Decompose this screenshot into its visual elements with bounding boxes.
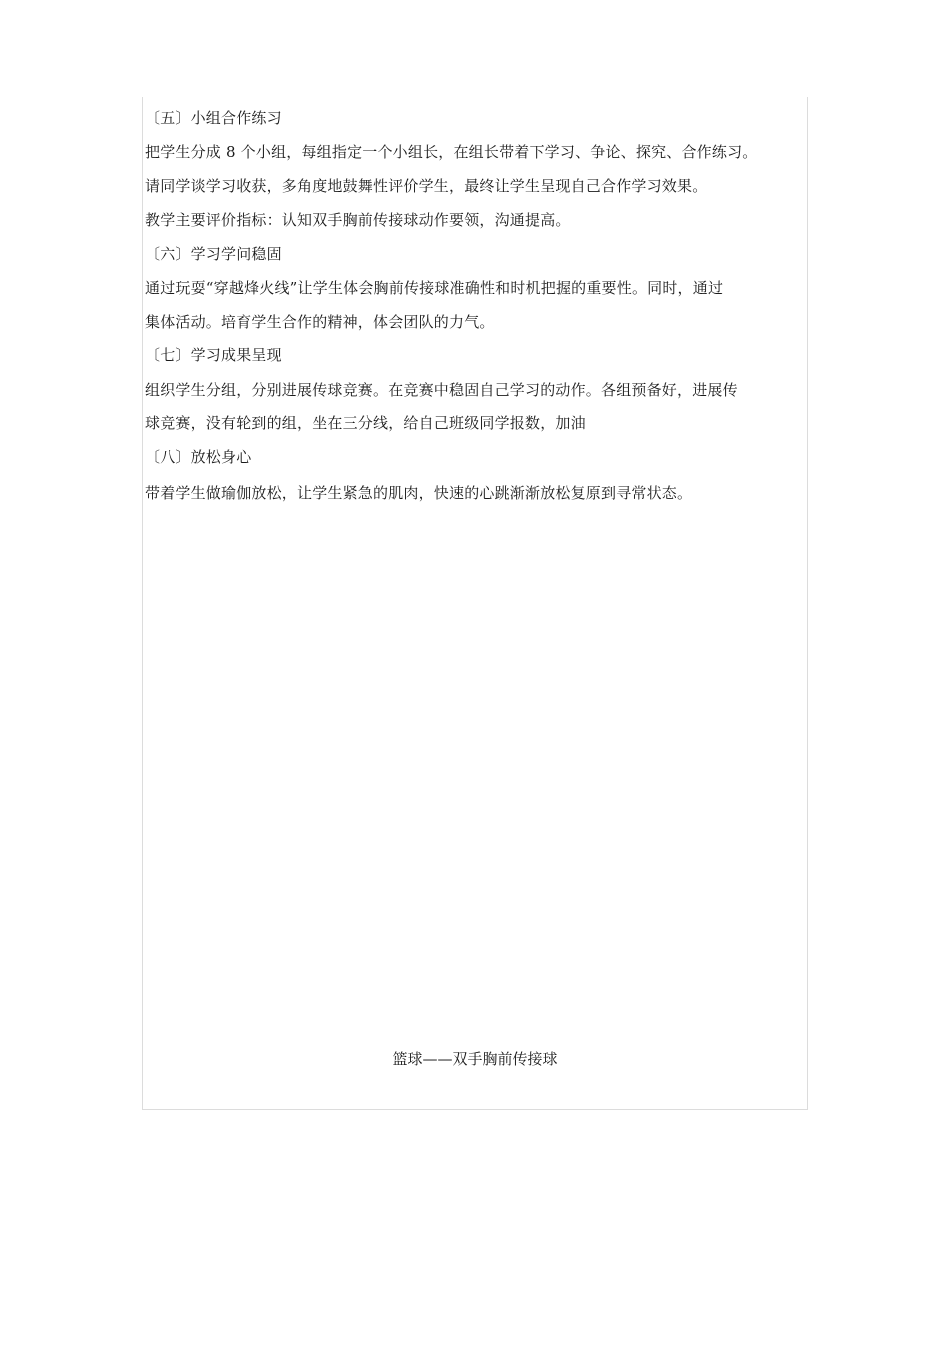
section-8-heading: 〔八〕放松身心 bbox=[145, 448, 252, 466]
section-5-line-2: 请同学谈学习收获，多角度地鼓舞性评价学生，最终让学生呈现自己合作学习效果。 bbox=[145, 177, 708, 195]
footer-title: 篮球——双手胸前传接球 bbox=[392, 1050, 558, 1068]
section-7-heading: 〔七〕学习成果呈现 bbox=[145, 346, 282, 364]
section-6-heading: 〔六〕学习学问稳固 bbox=[145, 245, 282, 263]
section-5-line-3: 教学主要评价指标：认知双手胸前传接球动作要领，沟通提高。 bbox=[145, 211, 571, 229]
section-8-line-1: 带着学生做瑜伽放松，让学生紧急的肌肉，快速的心跳渐渐放松复原到寻常状态。 bbox=[145, 484, 693, 502]
section-7-line-1: 组织学生分组，分别进展传球竞赛。在竞赛中稳固自己学习的动作。各组预备好，进展传 bbox=[145, 381, 738, 399]
section-5-line-1: 把学生分成 8 个小组，每组指定一个小组长，在组长带着下学习、争论、探究、合作练习。 bbox=[145, 143, 758, 161]
section-6-line-2: 集体活动。培育学生合作的精神，体会团队的力气。 bbox=[145, 313, 495, 331]
section-5-heading: 〔五〕小组合作练习 bbox=[145, 109, 282, 127]
section-7-line-2: 球竞赛，没有轮到的组，坐在三分线，给自己班级同学报数，加油 bbox=[145, 414, 586, 432]
section-6-line-1: 通过玩耍“穿越烽火线”让学生体会胸前传接球准确性和时机把握的重要性。同时，通过 bbox=[145, 279, 724, 297]
